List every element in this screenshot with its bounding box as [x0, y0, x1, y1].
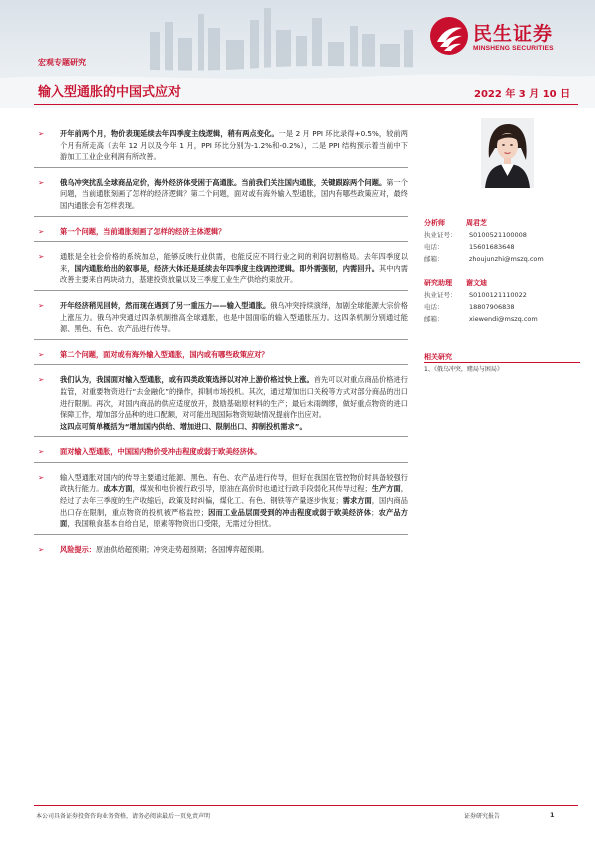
bullet-arrow-icon: ➢	[38, 300, 45, 310]
page-title: 输入型通胀的中国式应对	[38, 85, 182, 100]
related-divider	[424, 362, 580, 363]
section-paragraph	[34, 300, 408, 335]
company-logo	[429, 16, 589, 66]
analyst-photo	[481, 118, 534, 188]
text-run: 农产品方面	[60, 507, 408, 529]
section-divider	[34, 216, 408, 217]
text-run: 因而工业品层面受到的冲击程度或弱于欧美经济体	[207, 507, 372, 517]
section-heading	[34, 446, 408, 458]
text-run: 这四点可简单概括为“增加国内供给、增加进口、限制出口、抑制投机需求”。	[60, 421, 307, 431]
analyst-role: 分析师	[424, 219, 445, 227]
text-run: ，煤炭和电价被行政引导，原油在高价时也通过行政手段弱化其传导过程；	[132, 484, 372, 494]
footer-report-label: 证券研究报告	[464, 813, 501, 820]
main-content	[34, 128, 408, 555]
logo-chinese-name: 民生证券	[473, 23, 554, 45]
section-paragraph	[34, 177, 408, 212]
text-run: 成本方面	[103, 484, 133, 494]
text-run: ，我国粮食基本自给自足，原素等物资出口受限，无需过分担忧。	[67, 519, 276, 529]
text-run: 第一个问题，当前通胀刻画了怎样的经济逻辑？第二个问题，面对或有海外输入型通胀，国内有哪些政策应对，最终国内通胀会有怎样表现。	[60, 177, 408, 210]
analyst-license: 执业证号： S0100521100008	[424, 231, 527, 239]
bullet-arrow-icon: ➢	[38, 226, 45, 236]
analyst-phone: 电话： 15601683648	[424, 243, 515, 251]
section-divider	[34, 436, 408, 437]
heading-text: 第二个问题，面对或有海外输入型通胀，国内或有哪些政策应对？	[60, 349, 269, 359]
section-heading	[34, 226, 408, 238]
text-run: 其中内需改善主要来自两块动力，基建投资放量以及三季度工业生产供给约束放开。	[60, 263, 408, 285]
bullet-arrow-icon: ➢	[38, 375, 45, 385]
text-run: ，经过了去年三季度的生产收缩后，政策及时纠偏，煤化工、有色、钢铁等产量逐步恢复；	[60, 484, 408, 506]
text-run: 风险提示：	[60, 544, 96, 554]
bullet-arrow-icon: ➢	[38, 472, 45, 482]
text-run: ；	[371, 507, 379, 517]
bullet-arrow-icon: ➢	[38, 177, 45, 187]
section-divider	[34, 241, 408, 242]
text-run: 我们认为，我国面对输入型通胀，或有四类政策选择以对冲上游价格过快上涨。	[60, 375, 314, 385]
report-date: 2022 年 3 月 10 日	[474, 89, 571, 100]
report-type: 宏观专题研究	[38, 58, 86, 67]
heading-text: 面对输入型通胀，中国国内物价受冲击程度或弱于欧美经济体。	[60, 447, 262, 457]
section-paragraph	[34, 374, 408, 432]
text-run: 首先可以对重点商品价格进行监管，对重要物资进行“去金融化”的操作，抑制市场投机。其次，通过增加出口关税等方式对部分商品的出口进行限制。再次，对国内商品的供应适度放开，鼓励基础原材料的生产；最后未雨绸缪，做好重点物资的进口保障工作，增加部分品种的进口配额，对可能出现国际物资短缺情况提前作出应对。	[60, 375, 408, 420]
analyst-name: 谢文迪	[466, 279, 487, 287]
text-run: 俄乌冲突持续演绎，加剧全球能源大宗价格上涨压力。俄乌冲突通过四条机制推高全球通胀，也是中国面临的输入型通胀压力。这四条机制分别通过能源、黑色、有色、农产品进行传导。	[60, 300, 408, 334]
text-run: 通胀是全社会价格的系统加总，能够反映行业供需，也能反应不同行业之间的利润切割格局。去年四季度以来，	[60, 252, 408, 273]
analyst-email[interactable]: 邮箱： xiewendi@mszq.com	[424, 315, 538, 323]
section-divider	[34, 339, 408, 340]
section-paragraph	[34, 251, 408, 286]
text-run: 开年前两个月，物价表现延续去年四季度主线逻辑，稍有两点变化。	[60, 129, 279, 138]
related-research-heading: 相关研究	[424, 353, 452, 361]
text-run: 原油供给超预期；冲突走势超预期；各国博弈超预期。	[95, 544, 269, 554]
text-run: 生产方面	[371, 484, 401, 494]
section-divider	[34, 364, 408, 365]
analyst-role: 研究助理	[424, 279, 452, 287]
bullet-arrow-icon: ➢	[38, 349, 45, 359]
page-number: 1	[550, 811, 555, 819]
bullet-arrow-icon: ➢	[38, 252, 45, 262]
bullet-arrow-icon: ➢	[38, 447, 45, 457]
text-run: 输入型通胀对国内的传导主要通过能源、黑色、有色、农产品进行传导，但好在我国在管控物价时具备较强行政执行能力。	[60, 472, 408, 494]
section-divider	[34, 534, 408, 535]
analyst-phone: 电话： 18807906838	[424, 303, 515, 311]
logo-english-name: MINSHENG SECURITIES	[473, 45, 554, 52]
heading-text: 第一个问题，当前通胀刻画了怎样的经济主体逻辑？	[60, 226, 226, 236]
section-paragraph	[34, 472, 408, 530]
analyst-email[interactable]: 邮箱： zhoujunzhi@mszq.com	[424, 255, 544, 263]
analyst-portrait-image	[481, 118, 534, 188]
section-divider	[34, 167, 408, 168]
section-divider	[34, 290, 408, 291]
text-run: 一是 2 月 PPI 环比录得+0.5%，较前两个月有所走高（去年 12 月以及今年 1 月，PPI 环比分别为-1.2%和-0.2%），二是 PPI 结构预示着当前中下游加工工业企业利润有所改善。	[60, 129, 408, 162]
text-run: 俄乌冲突扰乱全球商品定价，海外经济体受困于高通胀。当前我们关注国内通胀，关键跟踪两个问题。	[60, 177, 387, 187]
related-research-link[interactable]: 1、《俄乌冲突，赌局与困局》	[424, 366, 503, 373]
minsheng-logo-icon	[429, 16, 469, 56]
section-heading	[34, 349, 408, 361]
section-divider	[34, 462, 408, 463]
bullet-arrow-icon: ➢	[38, 544, 45, 554]
analyst-license: 执业证号： S0100121110022	[424, 291, 527, 299]
text-run: ，国内商品出口存在限制，重点物资的投机被严格监控；	[60, 496, 408, 517]
footer-divider	[34, 805, 578, 806]
title-divider	[34, 104, 578, 105]
section-paragraph	[34, 128, 408, 163]
text-run: 开年经济稍见回转，然而现在遇到了另一重压力——输入型通胀。	[60, 300, 271, 310]
header-banner	[0, 0, 595, 108]
text-run: 需求方面	[342, 496, 372, 506]
bullet-arrow-icon: ➢	[38, 129, 45, 138]
text-run: 国内通胀给出的叙事是，经济大体还是延续去年四季度主线调控逻辑。即外需强韧，内需回升。	[74, 263, 380, 273]
section-paragraph	[34, 544, 408, 556]
analyst-name: 周君芝	[466, 219, 487, 227]
footer-disclaimer: 本公司具备证券投资咨询业务资格，请务必阅读最后一页免责声明	[36, 813, 211, 820]
